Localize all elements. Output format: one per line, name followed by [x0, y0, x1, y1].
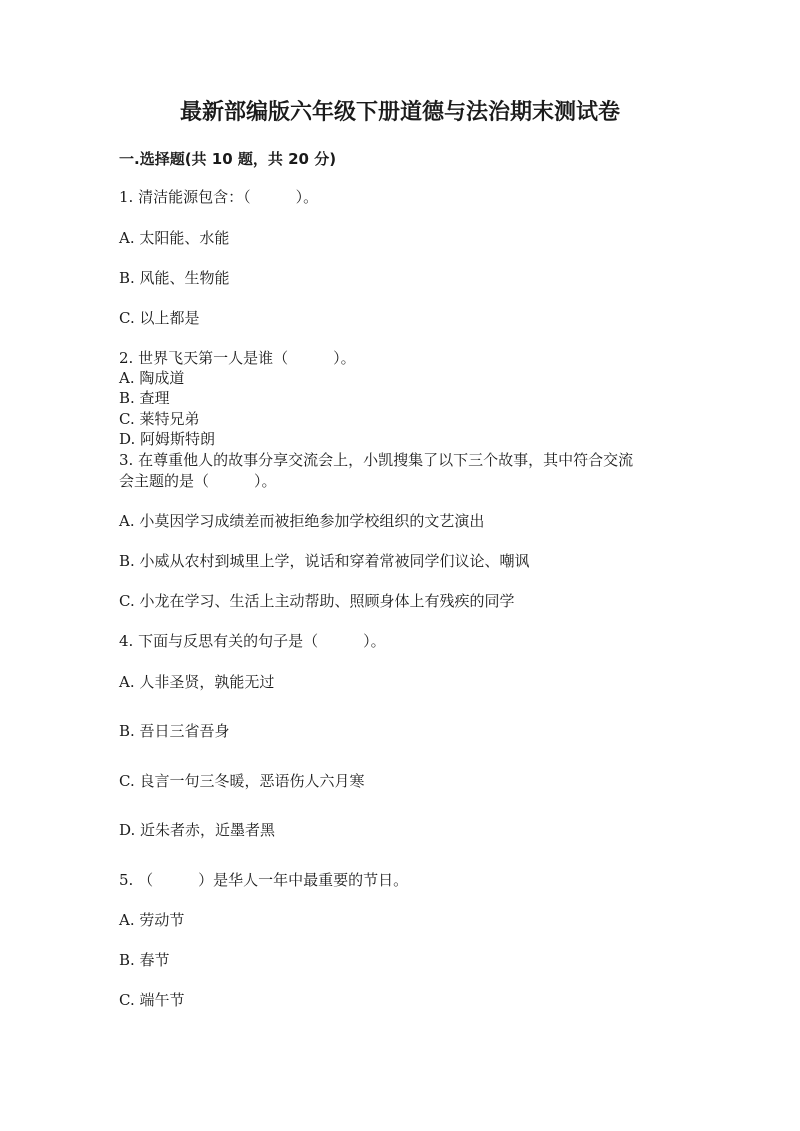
- question-1-stem: 1. 清洁能源包含：（ ）。: [119, 188, 319, 206]
- question-5-option-b: B. 春节: [119, 951, 170, 969]
- section-heading: 一.选择题(共 10 题，共 20 分): [119, 150, 337, 168]
- question-2-option-d: D. 阿姆斯特朗: [119, 430, 216, 448]
- question-2-option-a: A. 陶成道: [119, 369, 185, 387]
- question-2-option-c: C. 莱特兄弟: [119, 410, 200, 428]
- question-2-option-b: B. 查理: [119, 389, 170, 407]
- question-4-option-b: B. 吾日三省吾身: [119, 722, 230, 740]
- question-1-option-a: A. 太阳能、水能: [119, 229, 230, 247]
- question-1-option-b: B. 风能、生物能: [119, 269, 230, 287]
- question-3-option-b: B. 小威从农村到城里上学，说话和穿着常被同学们议论、嘲讽: [119, 552, 530, 570]
- question-5-option-a: A. 劳动节: [119, 911, 185, 929]
- question-3-option-a: A. 小莫因学习成绩差而被拒绝参加学校组织的文艺演出: [119, 512, 485, 530]
- question-4-option-a: A. 人非圣贤，孰能无过: [119, 673, 275, 691]
- question-4-stem: 4. 下面与反思有关的句子是（ ）。: [119, 632, 386, 650]
- question-3-option-c: C. 小龙在学习、生活上主动帮助、照顾身体上有残疾的同学: [119, 592, 515, 610]
- question-1-option-c: C. 以上都是: [119, 309, 200, 327]
- question-4-option-d: D. 近朱者赤，近墨者黑: [119, 821, 276, 839]
- question-3-stem-line2: 会主题的是（ ）。: [119, 472, 277, 490]
- page-title: 最新部编版六年级下册道德与法治期末测试卷: [179, 100, 620, 125]
- question-3-stem-line1: 3. 在尊重他人的故事分享交流会上，小凯搜集了以下三个故事，其中符合交流: [119, 451, 634, 469]
- question-2-stem: 2. 世界飞天第一人是谁（ ）。: [119, 349, 356, 367]
- question-5-stem: 5. （ ）是华人一年中最重要的节日。: [119, 871, 409, 889]
- question-5-option-c: C. 端午节: [119, 991, 185, 1009]
- question-4-option-c: C. 良言一句三冬暖，恶语伤人六月寒: [119, 772, 365, 790]
